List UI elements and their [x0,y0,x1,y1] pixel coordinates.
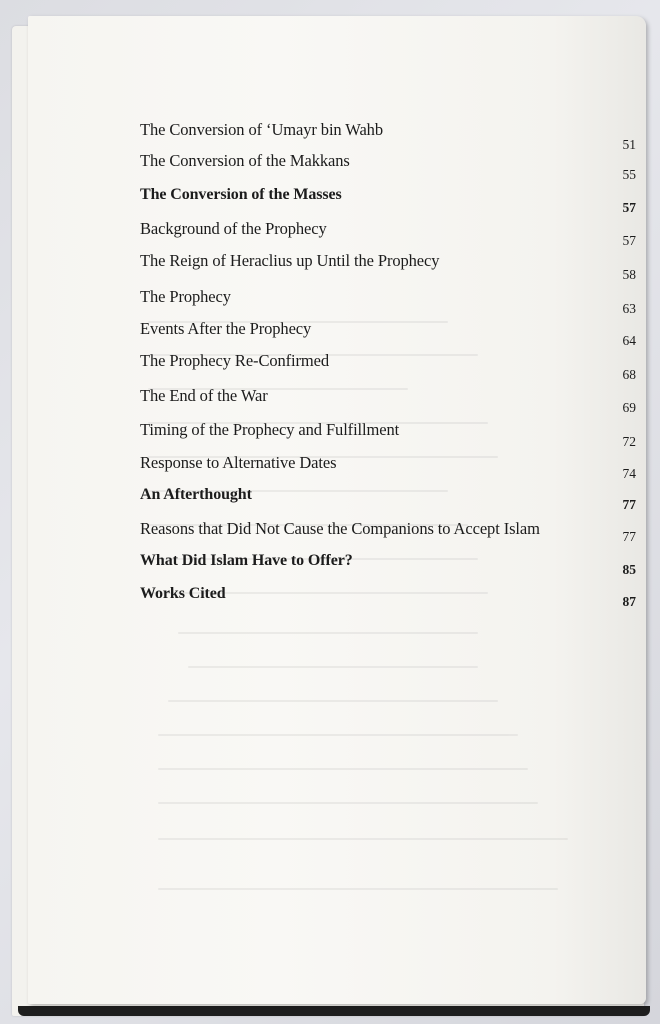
toc-entry-title: Timing of the Prophecy and Fulfillment [140,420,400,439]
toc-entry-title: The Conversion of the Masses [140,186,342,203]
toc-entry-section [140,585,646,615]
toc-entry-title: What Did Islam Have to Offer? [140,552,353,569]
toc-entry-title: Works Cited [140,585,226,602]
toc-entry-page: 69 [622,400,636,415]
toc-entry [140,386,646,416]
toc-entry-title: Response to Alternative Dates [140,453,337,472]
toc-entry-section [140,486,646,516]
toc-entry-title: The Conversion of the Makkans [140,151,350,170]
toc-entry-title: Reasons that Did Not Cause the Companions to Accept Islam [140,519,540,538]
toc-entry-section [140,186,646,216]
toc-entry [140,151,646,181]
toc-entry-title: Events After the Prophecy [140,319,312,338]
toc-entry [140,319,646,349]
toc-entry-page: 57 [622,233,636,248]
toc-entry [140,420,646,450]
table-of-contents [28,16,646,1004]
toc-entry-page: 57 [622,200,636,215]
toc-entry-section [140,552,646,582]
toc-entry-page: 74 [622,466,636,481]
toc-entry-page: 77 [622,497,636,512]
toc-entry [140,120,646,150]
toc-entry-page: 87 [622,594,636,609]
toc-entry-page: 51 [622,137,636,152]
book-page [28,16,646,1004]
toc-entry-title: The End of the War [140,386,268,405]
toc-entry-page: 63 [622,301,636,316]
toc-entry-title: Background of the Prophecy [140,219,327,238]
toc-entry [140,351,646,381]
toc-entry-title: The Prophecy Re-Confirmed [140,351,330,370]
book-cover-edge [18,1006,650,1016]
toc-entry-title: The Reign of Heraclius up Until the Prophecy [140,251,440,270]
toc-entry [140,251,646,281]
toc-entry [140,287,646,317]
toc-entry-page: 58 [622,267,636,282]
toc-entry-page: 85 [622,562,636,577]
toc-entry [140,519,646,549]
toc-entry-page: 77 [622,529,636,544]
toc-entry [140,453,646,483]
toc-entry-title: The Conversion of ‘Umayr bin Wahb [140,120,383,139]
toc-entry-page: 64 [622,333,636,348]
toc-entry-page: 68 [622,367,636,382]
toc-entry-title: An Afterthought [140,486,252,503]
toc-entry-title: The Prophecy [140,287,231,306]
toc-entry-page: 72 [622,434,636,449]
toc-entry [140,219,646,249]
toc-entry-page: 55 [622,167,636,182]
